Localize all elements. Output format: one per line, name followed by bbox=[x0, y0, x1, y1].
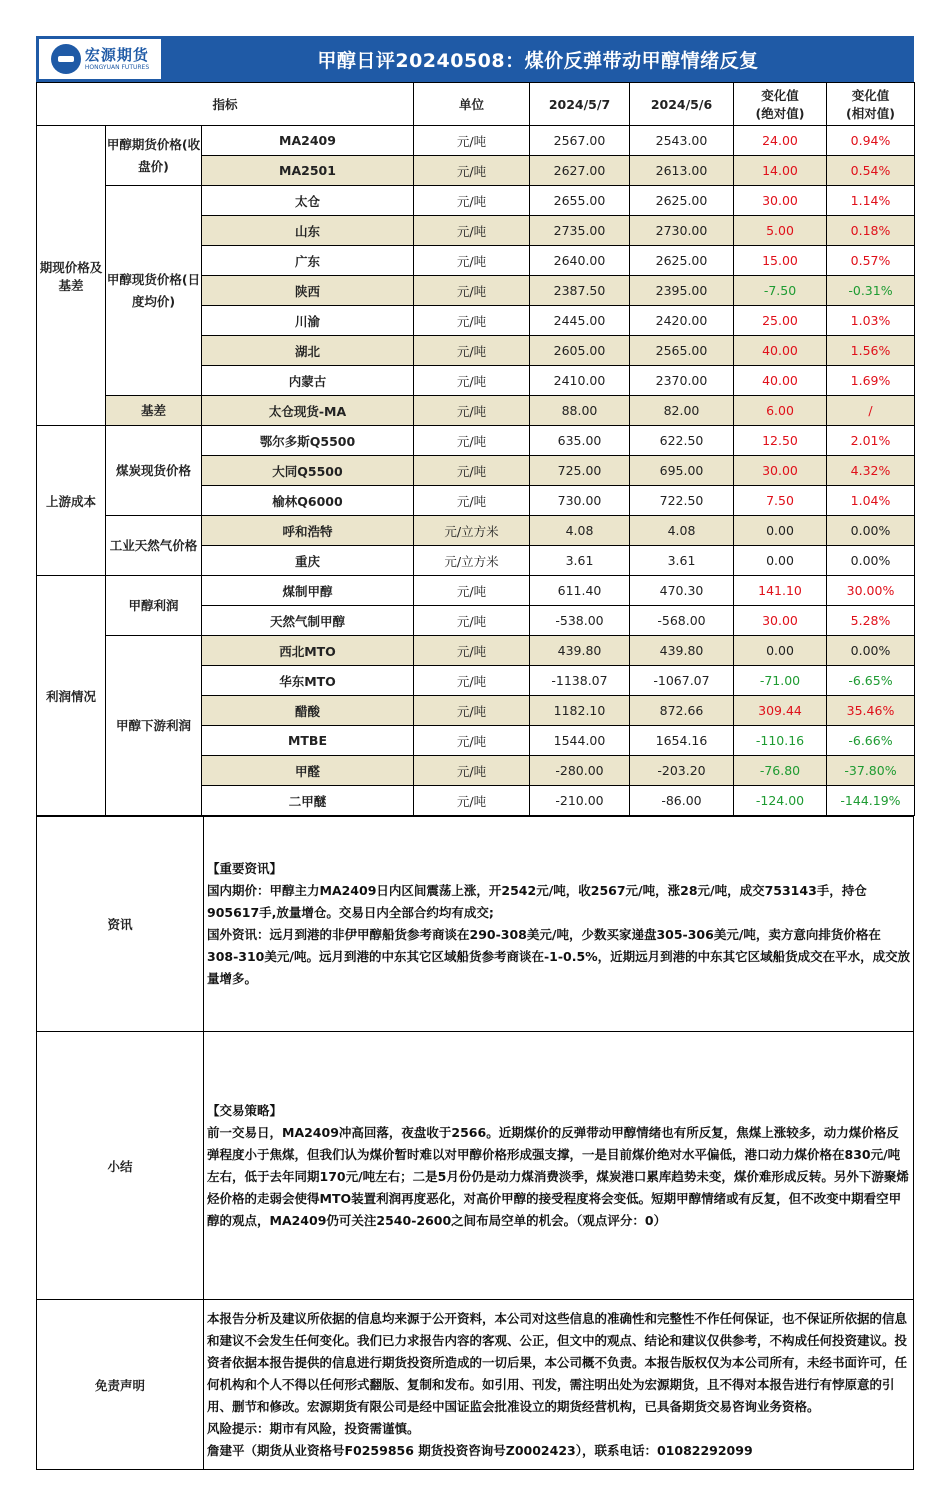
unit-cell: 元/吨 bbox=[414, 606, 530, 636]
value-date1: -210.00 bbox=[530, 786, 630, 816]
logo-mark-icon bbox=[51, 44, 81, 74]
indicator-name: 大同Q5500 bbox=[202, 456, 414, 486]
unit-cell: 元/吨 bbox=[414, 786, 530, 816]
subgroup-label: 甲醇下游利润 bbox=[106, 636, 202, 816]
indicator-name: 山东 bbox=[202, 216, 414, 246]
value-date2: 470.30 bbox=[630, 576, 734, 606]
news-label: 资讯 bbox=[37, 817, 204, 1032]
value-date1: 1544.00 bbox=[530, 726, 630, 756]
value-date2: 2730.00 bbox=[630, 216, 734, 246]
abs-change: 0.00 bbox=[734, 546, 827, 576]
value-date1: 4.08 bbox=[530, 516, 630, 546]
abs-change: 141.10 bbox=[734, 576, 827, 606]
disclaimer-section bbox=[37, 1300, 914, 1470]
value-date1: 439.80 bbox=[530, 636, 630, 666]
abs-change: 30.00 bbox=[734, 186, 827, 216]
report-sheet bbox=[36, 36, 914, 1470]
value-date1: 725.00 bbox=[530, 456, 630, 486]
abs-change: -124.00 bbox=[734, 786, 827, 816]
rel-change: -144.19% bbox=[827, 786, 915, 816]
unit-cell: 元/吨 bbox=[414, 126, 530, 156]
unit-cell: 元/吨 bbox=[414, 696, 530, 726]
col-unit: 单位 bbox=[414, 83, 530, 126]
rel-change: 1.04% bbox=[827, 486, 915, 516]
abs-change: -71.00 bbox=[734, 666, 827, 696]
summary-text: 前一交易日，MA2409冲高回落，夜盘收于2566。近期煤价的反弹带动甲醇情绪也有所反复，焦煤上涨较多，动力煤价格反弹程度小于焦煤，但我们认为煤价暂时难以对甲醇价格形成强支撑，一是目前煤价绝对水平偏低，港口动力煤价格在830元/吨左右，低于去年同期170元/吨左右；二是5月份仍是动力煤消费淡季，煤炭港口累库趋势未变，煤价难形成反转。另外下游聚烯烃价格的走弱会使得MTO装置利润再度恶化，对高价甲醇的接受程度将会变低。短期甲醇情绪或有反复，但不改变中期看空甲醇的观点，MA2409仍可关注2540-2600之间布局空单的机会。（观点评分：0） bbox=[207, 1124, 909, 1228]
rel-change: 0.94% bbox=[827, 126, 915, 156]
abs-change: 24.00 bbox=[734, 126, 827, 156]
group-label: 利润情况 bbox=[37, 576, 106, 816]
value-date1: -280.00 bbox=[530, 756, 630, 786]
abs-change: 25.00 bbox=[734, 306, 827, 336]
rel-change: 0.54% bbox=[827, 156, 915, 186]
abs-change: 5.00 bbox=[734, 216, 827, 246]
value-date2: 2420.00 bbox=[630, 306, 734, 336]
indicator-name: MA2501 bbox=[202, 156, 414, 186]
value-date1: 3.61 bbox=[530, 546, 630, 576]
table-row bbox=[37, 576, 915, 606]
news-international: 国外资讯：远月到港的非伊甲醇船货参考商谈在290-308美元/吨，少数买家递盘305-306美元/吨，卖方意向排货价格在308-310美元/吨。远月到港的中东其它区域船货参考商谈在-1-0.5%，近期远月到港的中东其它区域船货成交在平水，成交放量增多。 bbox=[207, 927, 911, 986]
rel-change: 0.00% bbox=[827, 636, 915, 666]
table-row bbox=[37, 396, 915, 426]
abs-change: 309.44 bbox=[734, 696, 827, 726]
unit-cell: 元/吨 bbox=[414, 246, 530, 276]
logo-english: HONGYUAN FUTURES bbox=[84, 63, 150, 71]
indicator-name: 重庆 bbox=[202, 546, 414, 576]
analyst-contact: 詹建平（期货从业资格号F0259856 期货投资咨询号Z0002423），联系电话：01082292099 bbox=[207, 1442, 753, 1458]
abs-change: 0.00 bbox=[734, 636, 827, 666]
col-date2: 2024/5/6 bbox=[630, 83, 734, 126]
unit-cell: 元/吨 bbox=[414, 486, 530, 516]
rel-change: -0.31% bbox=[827, 276, 915, 306]
value-date1: 2655.00 bbox=[530, 186, 630, 216]
col-rel-change: 变化值 (相对值) bbox=[827, 83, 915, 126]
abs-change: -76.80 bbox=[734, 756, 827, 786]
indicator-name: 天然气制甲醇 bbox=[202, 606, 414, 636]
abs-change: -110.16 bbox=[734, 726, 827, 756]
value-date2: 722.50 bbox=[630, 486, 734, 516]
table-row bbox=[37, 636, 915, 666]
subgroup-label: 甲醇现货价格(日度均价) bbox=[106, 186, 202, 396]
indicator-name: 太仓现货-MA bbox=[202, 396, 414, 426]
summary-heading: 【交易策略】 bbox=[207, 1102, 283, 1118]
table-row bbox=[37, 516, 915, 546]
group-label: 上游成本 bbox=[37, 426, 106, 576]
subgroup-label: 基差 bbox=[106, 396, 202, 426]
indicator-name: 内蒙古 bbox=[202, 366, 414, 396]
summary-label: 小结 bbox=[37, 1032, 204, 1300]
rel-change: 30.00% bbox=[827, 576, 915, 606]
indicator-name: 榆林Q6000 bbox=[202, 486, 414, 516]
value-date2: 872.66 bbox=[630, 696, 734, 726]
indicator-name: 呼和浩特 bbox=[202, 516, 414, 546]
value-date2: 2370.00 bbox=[630, 366, 734, 396]
value-date1: 635.00 bbox=[530, 426, 630, 456]
unit-cell: 元/吨 bbox=[414, 366, 530, 396]
disclaimer-label: 免责声明 bbox=[37, 1300, 204, 1470]
rel-change: 0.18% bbox=[827, 216, 915, 246]
abs-change: 40.00 bbox=[734, 336, 827, 366]
unit-cell: 元/吨 bbox=[414, 276, 530, 306]
table-row bbox=[37, 126, 915, 156]
rel-change: 2.01% bbox=[827, 426, 915, 456]
news-section bbox=[37, 817, 914, 1032]
abs-change: -7.50 bbox=[734, 276, 827, 306]
subgroup-label: 煤炭现货价格 bbox=[106, 426, 202, 516]
unit-cell: 元/吨 bbox=[414, 306, 530, 336]
news-heading: 【重要资讯】 bbox=[207, 861, 283, 876]
value-date2: -203.20 bbox=[630, 756, 734, 786]
disclaimer-body bbox=[204, 1300, 914, 1470]
indicator-name: MTBE bbox=[202, 726, 414, 756]
value-date1: -538.00 bbox=[530, 606, 630, 636]
indicator-table bbox=[36, 82, 915, 816]
value-date1: 2410.00 bbox=[530, 366, 630, 396]
table-row bbox=[37, 426, 915, 456]
disclaimer-text: 本报告分析及建议所依据的信息均来源于公开资料，本公司对这些信息的准确性和完整性不作任何保证，也不保证所依据的信息和建议不会发生任何变化。我们已力求报告内容的客观、公正，但文中的观点、结论和建议仅供参考，不构成任何投资建议。投资者依据本报告提供的信息进行期货投资所造成的一切后果，本公司概不负责。本报告版权仅为本公司所有，未经书面许可，任何机构和个人不得以任何形式翻版、复制和发布。如引用、刊发，需注明出处为宏源期货，且不得对本报告进行有悖原意的引用、删节和修改。宏源期货有限公司是经中国证监会批准设立的期货经营机构，已具备期货交易咨询业务资格。 bbox=[207, 1310, 908, 1414]
report-header bbox=[36, 36, 914, 82]
value-date2: 2395.00 bbox=[630, 276, 734, 306]
value-date1: 730.00 bbox=[530, 486, 630, 516]
unit-cell: 元/吨 bbox=[414, 666, 530, 696]
unit-cell: 元/吨 bbox=[414, 756, 530, 786]
indicator-name: 煤制甲醇 bbox=[202, 576, 414, 606]
rel-change: 5.28% bbox=[827, 606, 915, 636]
value-date2: -1067.07 bbox=[630, 666, 734, 696]
news-body bbox=[204, 817, 914, 1032]
abs-change: 7.50 bbox=[734, 486, 827, 516]
value-date2: 4.08 bbox=[630, 516, 734, 546]
value-date1: 2387.50 bbox=[530, 276, 630, 306]
risk-warning: 风险提示：期市有风险，投资需谨慎。 bbox=[207, 1420, 420, 1436]
unit-cell: 元/吨 bbox=[414, 636, 530, 666]
rel-change: 35.46% bbox=[827, 696, 915, 726]
value-date2: 82.00 bbox=[630, 396, 734, 426]
indicator-name: 华东MTO bbox=[202, 666, 414, 696]
value-date2: -86.00 bbox=[630, 786, 734, 816]
logo-name: 宏源期货 bbox=[84, 45, 149, 64]
subgroup-label: 甲醇期货价格(收盘价) bbox=[106, 126, 202, 186]
commentary-table bbox=[36, 816, 914, 1470]
rel-change: 0.00% bbox=[827, 546, 915, 576]
unit-cell: 元/吨 bbox=[414, 216, 530, 246]
summary-body bbox=[204, 1032, 914, 1300]
col-indicator: 指标 bbox=[37, 83, 414, 126]
abs-change: 0.00 bbox=[734, 516, 827, 546]
abs-change: 15.00 bbox=[734, 246, 827, 276]
rel-change: 4.32% bbox=[827, 456, 915, 486]
rel-change: 1.03% bbox=[827, 306, 915, 336]
unit-cell: 元/吨 bbox=[414, 426, 530, 456]
rel-change: 1.56% bbox=[827, 336, 915, 366]
rel-change: 0.57% bbox=[827, 246, 915, 276]
value-date2: 439.80 bbox=[630, 636, 734, 666]
unit-cell: 元/吨 bbox=[414, 186, 530, 216]
table-header-row bbox=[37, 83, 915, 126]
value-date1: 2640.00 bbox=[530, 246, 630, 276]
value-date1: 88.00 bbox=[530, 396, 630, 426]
value-date1: -1138.07 bbox=[530, 666, 630, 696]
table-row bbox=[37, 186, 915, 216]
rel-change: 0.00% bbox=[827, 516, 915, 546]
indicator-name: 湖北 bbox=[202, 336, 414, 366]
value-date1: 2605.00 bbox=[530, 336, 630, 366]
unit-cell: 元/立方米 bbox=[414, 516, 530, 546]
group-label: 期现价格及基差 bbox=[37, 126, 106, 426]
rel-change: -6.65% bbox=[827, 666, 915, 696]
indicator-name: 川渝 bbox=[202, 306, 414, 336]
value-date1: 2445.00 bbox=[530, 306, 630, 336]
unit-cell: 元/吨 bbox=[414, 726, 530, 756]
unit-cell: 元/吨 bbox=[414, 336, 530, 366]
rel-change: / bbox=[827, 396, 915, 426]
value-date1: 611.40 bbox=[530, 576, 630, 606]
unit-cell: 元/立方米 bbox=[414, 546, 530, 576]
subgroup-label: 甲醇利润 bbox=[106, 576, 202, 636]
value-date2: 2625.00 bbox=[630, 186, 734, 216]
abs-change: 6.00 bbox=[734, 396, 827, 426]
rel-change: -6.66% bbox=[827, 726, 915, 756]
value-date1: 2567.00 bbox=[530, 126, 630, 156]
value-date1: 1182.10 bbox=[530, 696, 630, 726]
value-date1: 2627.00 bbox=[530, 156, 630, 186]
col-abs-change: 变化值 (绝对值) bbox=[734, 83, 827, 126]
unit-cell: 元/吨 bbox=[414, 456, 530, 486]
indicator-name: 西北MTO bbox=[202, 636, 414, 666]
indicator-name: 太仓 bbox=[202, 186, 414, 216]
indicator-name: 鄂尔多斯Q5500 bbox=[202, 426, 414, 456]
summary-section bbox=[37, 1032, 914, 1300]
news-domestic: 国内期价：甲醇主力MA2409日内区间震荡上涨，开2542元/吨，收2567元/吨，涨28元/吨，成交753143手，持仓905617手,放量增仓。交易日内全部合约均有成交; bbox=[207, 883, 867, 920]
indicator-name: 陕西 bbox=[202, 276, 414, 306]
value-date2: 695.00 bbox=[630, 456, 734, 486]
indicator-name: 广东 bbox=[202, 246, 414, 276]
subgroup-label: 工业天然气价格 bbox=[106, 516, 202, 576]
value-date2: 2625.00 bbox=[630, 246, 734, 276]
value-date1: 2735.00 bbox=[530, 216, 630, 246]
rel-change: 1.69% bbox=[827, 366, 915, 396]
unit-cell: 元/吨 bbox=[414, 396, 530, 426]
indicator-name: 醋酸 bbox=[202, 696, 414, 726]
abs-change: 12.50 bbox=[734, 426, 827, 456]
abs-change: 30.00 bbox=[734, 606, 827, 636]
value-date2: 3.61 bbox=[630, 546, 734, 576]
report-title: 甲醇日评20240508：煤价反弹带动甲醇情绪反复 bbox=[317, 49, 759, 72]
indicator-name: 甲醛 bbox=[202, 756, 414, 786]
rel-change: 1.14% bbox=[827, 186, 915, 216]
value-date2: 2543.00 bbox=[630, 126, 734, 156]
value-date2: 1654.16 bbox=[630, 726, 734, 756]
col-date1: 2024/5/7 bbox=[530, 83, 630, 126]
company-logo bbox=[39, 39, 161, 79]
abs-change: 30.00 bbox=[734, 456, 827, 486]
indicator-name: MA2409 bbox=[202, 126, 414, 156]
value-date2: 2613.00 bbox=[630, 156, 734, 186]
value-date2: 622.50 bbox=[630, 426, 734, 456]
value-date2: -568.00 bbox=[630, 606, 734, 636]
unit-cell: 元/吨 bbox=[414, 156, 530, 186]
abs-change: 14.00 bbox=[734, 156, 827, 186]
rel-change: -37.80% bbox=[827, 756, 915, 786]
value-date2: 2565.00 bbox=[630, 336, 734, 366]
indicator-name: 二甲醚 bbox=[202, 786, 414, 816]
unit-cell: 元/吨 bbox=[414, 576, 530, 606]
abs-change: 40.00 bbox=[734, 366, 827, 396]
